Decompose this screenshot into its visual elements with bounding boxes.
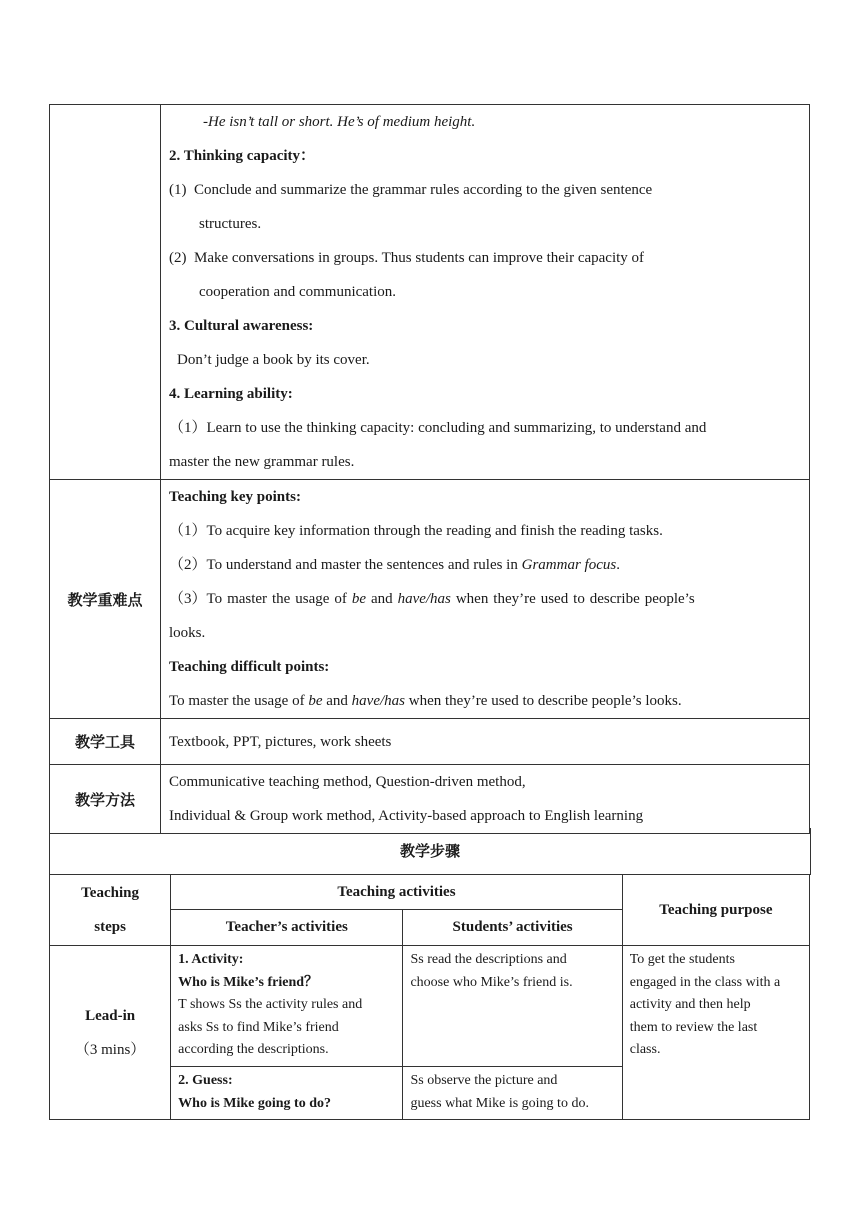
- key-points-label: 教学重难点: [50, 480, 161, 719]
- learning-text-1: （1）Learn to use the thinking capacity: concluding and summarizing, to understand and: [169, 420, 707, 436]
- text: .: [616, 557, 620, 573]
- thinking-item-2-cont: cooperation and communication.: [199, 284, 397, 300]
- activity-text: Ss read the descriptions and: [410, 952, 567, 967]
- thinking-heading: 2. Thinking capacity：: [169, 148, 316, 164]
- text: （3）To master the usage of: [169, 591, 352, 607]
- activity-text: Ss observe the picture and: [410, 1072, 558, 1088]
- tools-cell: [161, 719, 810, 765]
- activity-question: Who is Mike going to do?: [178, 1095, 332, 1111]
- activity-text: T shows Ss the activity rules and: [178, 997, 363, 1013]
- text: when they’re used to describe people’s looks.: [405, 693, 682, 709]
- lead-in-title: Lead-in: [85, 1007, 136, 1024]
- tools-label: 教学工具: [50, 719, 161, 765]
- teaching-steps-table: [49, 874, 810, 1120]
- learning-text-2: master the new grammar rules.: [169, 454, 355, 470]
- teacher-activity-1: [171, 946, 403, 1067]
- key-points-heading: Teaching key points:: [169, 489, 301, 505]
- key-points-cell: [161, 480, 810, 719]
- activity-heading: 2. Guess:: [178, 1072, 233, 1088]
- difficult-points-heading: Teaching difficult points:: [169, 659, 330, 675]
- teacher-activity-2: [171, 1066, 403, 1119]
- tools-text: Textbook, PPT, pictures, work sheets: [169, 733, 392, 750]
- emphasis: have/has: [351, 693, 405, 709]
- emphasis: have/has: [397, 591, 451, 607]
- key-point-3-cont: looks.: [169, 625, 206, 641]
- header-text: Teaching: [81, 885, 139, 901]
- purpose-text: To get the students: [629, 952, 735, 967]
- teaching-purpose-cell: [622, 946, 809, 1120]
- item-number: (2): [169, 250, 187, 266]
- emphasis: be: [351, 591, 366, 607]
- text: and: [366, 591, 398, 607]
- teaching-steps-title: 教学步骤: [49, 828, 811, 875]
- cultural-text: Don’t judge a book by its cover.: [177, 352, 370, 368]
- purpose-text: them to review the last: [629, 1019, 758, 1035]
- activity-question: Who is Mike’s friend？: [178, 974, 319, 990]
- methods-line-1: Communicative teaching method, Question-driven method,: [169, 774, 526, 790]
- students-activity-1: [403, 946, 622, 1067]
- activity-text: asks Ss to find Mike’s friend: [178, 1019, 339, 1035]
- methods-cell: [161, 765, 810, 834]
- header-teaching-steps: [50, 875, 171, 946]
- header-students-activities: Students’ activities: [403, 910, 622, 946]
- activity-text: guess what Mike is going to do.: [410, 1095, 589, 1111]
- objectives-cell: [161, 105, 810, 480]
- item-text: Conclude and summarize the grammar rules according to the given sentence: [194, 182, 653, 198]
- thinking-item-1: [169, 173, 803, 207]
- activity-text: according the descriptions.: [178, 1042, 329, 1058]
- item-number: (1): [169, 182, 187, 198]
- activity-text: choose who Mike’s friend is.: [410, 974, 573, 990]
- text: and: [322, 693, 352, 709]
- difficult-point: [169, 684, 803, 718]
- header-teaching-activities: Teaching activities: [171, 875, 623, 910]
- text: To master the usage of: [169, 693, 309, 709]
- lead-in-time: （3 mins）: [74, 1041, 146, 1058]
- header-teacher-activities: Teacher’s activities: [171, 910, 403, 946]
- purpose-text: engaged in the class with a: [629, 974, 781, 990]
- students-activity-2: [403, 1066, 622, 1119]
- purpose-text: class.: [629, 1042, 661, 1058]
- item-text: Make conversations in groups. Thus students can improve their capacity of: [194, 250, 645, 266]
- key-point-1: （1）To acquire key information through the reading and finish the reading tasks.: [169, 523, 663, 539]
- cultural-heading: 3. Cultural awareness:: [169, 318, 314, 334]
- text: when they’re used to describe people’s: [450, 591, 695, 607]
- header-text: steps: [94, 919, 126, 935]
- learning-heading: 4. Learning ability:: [169, 386, 293, 402]
- methods-line-2: Individual & Group work method, Activity-based approach to English learning: [169, 808, 644, 824]
- thinking-item-2: [169, 241, 803, 275]
- objectives-label-cell: [50, 105, 161, 480]
- purpose-text: activity and then help: [629, 997, 751, 1013]
- key-point-2: [169, 548, 803, 582]
- methods-label: 教学方法: [50, 765, 161, 834]
- text: （2）To understand and master the sentences and rules in: [169, 557, 522, 573]
- thinking-item-1-cont: structures.: [199, 216, 262, 232]
- lesson-plan-table: [49, 104, 810, 834]
- example-sentence: -He isn’t tall or short. He’s of medium height.: [203, 114, 476, 130]
- header-teaching-purpose: Teaching purpose: [622, 875, 809, 946]
- lead-in-cell: [50, 946, 171, 1120]
- activity-heading: 1. Activity:: [178, 952, 244, 967]
- emphasis: be: [308, 693, 323, 709]
- emphasis: Grammar focus: [521, 557, 617, 573]
- key-point-3: [169, 582, 803, 616]
